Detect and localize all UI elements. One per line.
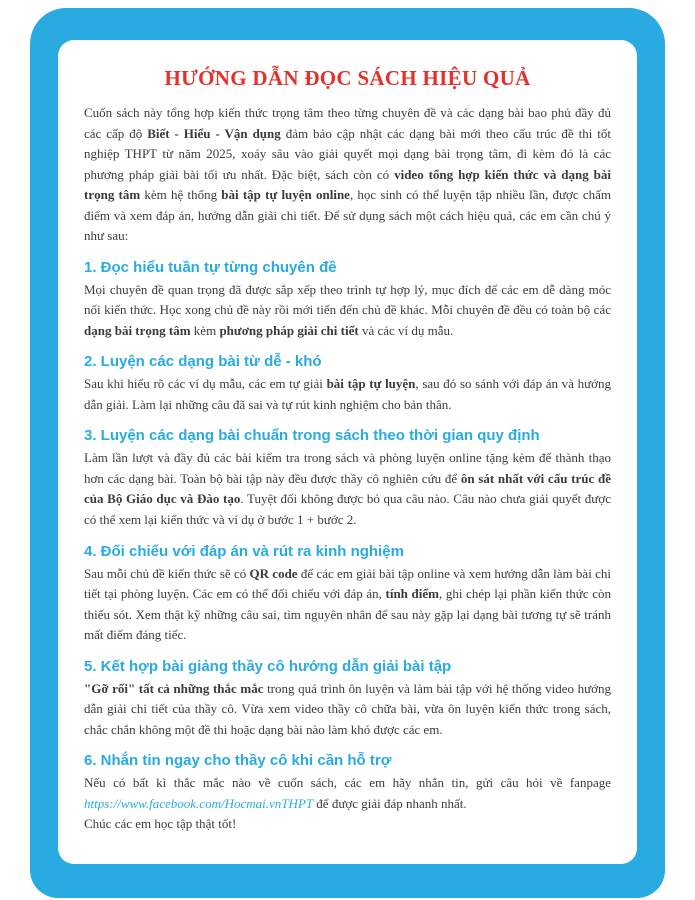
text-segment: bài tập tự luyện	[326, 376, 416, 392]
section-3-timed-practice	[84, 427, 611, 530]
section-heading: 1. Đọc hiểu tuần tự từng chuyên đề	[84, 258, 337, 276]
text-segment: Biết - Hiểu - Vận dụng	[147, 125, 281, 141]
text-segment: kèm	[190, 322, 220, 338]
text-segment: QR code	[249, 565, 298, 581]
paragraph	[84, 679, 611, 741]
section-body	[84, 564, 611, 646]
section-body	[84, 679, 611, 741]
section-body	[84, 448, 611, 530]
section-2-practice-easy-to-hard	[84, 353, 611, 415]
text-segment: , sau đó so sánh với đáp án và hướng dẫn giải. Làm lại những câu đã sai và tự rút kinh nghiệm cho bản thân.	[84, 376, 611, 412]
text-segment: ôn sát nhất với cấu trúc đề của Bộ Giáo dục và Đào tạo	[84, 470, 611, 507]
paragraph	[84, 564, 611, 646]
text-segment: để được giải đáp nhanh nhất.	[313, 795, 467, 811]
page-content-card	[58, 40, 637, 864]
text-segment: Nếu có bất kì thắc mắc nào về cuốn sách, các em hãy nhắn tin, gửi câu hỏi về fanpage	[84, 775, 611, 791]
text-segment: "Gỡ rối" tất cả những thắc mắc	[84, 680, 264, 696]
text-segment: để các em giải bài tập online và xem hướng dẫn làm bài chi tiết tại phòng luyện. Các em có thể đối chiếu với đáp án,	[84, 565, 611, 602]
text-segment: Chúc các em học tập thật tốt!	[84, 816, 237, 832]
paragraph	[84, 374, 611, 415]
section-heading: 5. Kết hợp bài giảng thầy cô hướng dẫn giải bài tập	[84, 657, 452, 675]
text-segment: Cuốn sách này tổng hợp kiến thức trọng tâm theo từng chuyên đề và các dạng bài bao phủ đầy đủ các cấp độ	[84, 105, 611, 141]
section-body	[84, 374, 611, 415]
text-segment: và các ví dụ mẫu.	[358, 322, 454, 338]
text-segment: trong quá trình ôn luyện và làm bài tập với hệ thống video hướng dẫn giải chi tiết của thầy cô. Vừa xem video thầy cô chữa bài, vừa ôn luyện kiến thức trong sách, chắc chắn không một đề thi hoặc dạng bài nào làm khó được các em.	[84, 680, 611, 737]
section-heading: 4. Đối chiếu với đáp án và rút ra kinh nghiệm	[84, 542, 404, 560]
section-heading: 2. Luyện các dạng bài từ dễ - khó	[84, 353, 322, 371]
text-segment: Mọi chuyên đề quan trọng đã được sắp xếp theo trình tự hợp lý, mục đích để các em dễ dàng móc nối kiến thức. Học xong chủ đề này rồi mới tiến đến chủ đề khác. Mỗi chuyên đề đều có toàn bộ các	[84, 281, 611, 318]
section-5-video-lessons	[84, 658, 611, 741]
paragraph	[84, 280, 611, 342]
fanpage-link[interactable]: https://www.facebook.com/Hocmai.vnTHPT	[84, 795, 314, 811]
section-4-compare-answers	[84, 543, 611, 646]
text-segment: Sau mỗi chủ đề kiến thức sẽ có	[84, 565, 250, 581]
section-heading: 6. Nhắn tin ngay cho thầy cô khi cần hỗ trợ	[84, 752, 392, 770]
section-body	[84, 773, 611, 835]
text-segment: kèm hệ thống	[140, 187, 222, 203]
paragraph	[84, 814, 611, 835]
text-segment: . Tuyệt đối không được bỏ qua câu nào. Câu nào chưa giải quyết được có thể xem lại kiến thức và ví dụ ở bước 1 + bước 2.	[84, 491, 611, 527]
text-segment: bài tập tự luyện online	[221, 187, 350, 203]
text-segment: dạng bài trọng tâm	[84, 322, 191, 338]
text-segment: Sau khi hiểu rõ các ví dụ mẫu, các em tự giải	[84, 376, 327, 392]
section-body	[84, 280, 611, 342]
paragraph	[84, 448, 611, 530]
paragraph	[84, 773, 611, 814]
text-segment: Làm lần lượt và đầy đủ các bài kiểm tra trong sách và phòng luyện online tặng kèm để thành thạo hơn các dạng bài. Toàn bộ bài tập này đều được thầy cô nghiên cứu để	[84, 450, 611, 486]
section-6-message-teachers	[84, 752, 611, 835]
section-1-read-each-topic	[84, 259, 611, 342]
paragraph	[84, 103, 611, 247]
decorative-cyan-frame	[30, 8, 665, 898]
text-segment: , học sinh có thể luyện tập nhiều lần, được chấm điểm và xem đáp án, hướng dẫn giải chi tiết. Để sử dụng sách một cách hiệu quả, các em cần chú ý như sau:	[84, 187, 611, 244]
text-segment: tính điểm	[385, 586, 439, 602]
text-segment: , ghi chép lại phần kiến thức còn thiếu sót. Xem thật kỹ những câu sai, tìm nguyên nhân để sau này gặp lại dạng bài tương tự sẽ tránh mất điểm đáng tiếc.	[84, 586, 612, 643]
text-segment: video tổng hợp kiến thức và dạng bài trọng tâm	[84, 166, 612, 203]
intro-paragraph	[84, 103, 611, 247]
text-segment: phương pháp giải chi tiết	[219, 322, 359, 338]
section-heading: 3. Luyện các dạng bài chuẩn trong sách theo thời gian quy định	[84, 427, 540, 445]
page-title: HƯỚNG DẪN ĐỌC SÁCH HIỆU QUẢ	[164, 66, 531, 90]
text-segment: đảm bảo cập nhật các dạng bài mới theo cấu trúc đề thi tốt nghiệp THPT từ năm 2025, xoáy sâu vào giải quyết mọi dạng bài trọng tâm, đi kèm đó là các phương pháp giải bài tối ưu nhất. Đặc biệt, sách còn có	[84, 125, 612, 182]
